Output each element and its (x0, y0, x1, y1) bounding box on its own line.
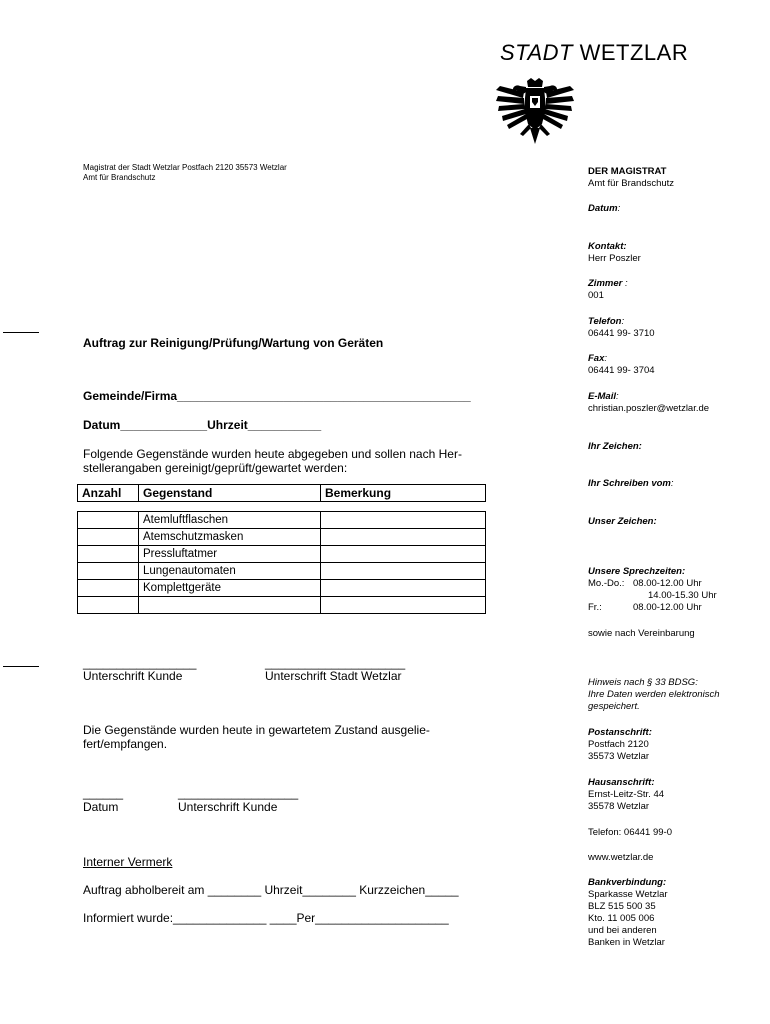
internal-note-heading: Interner Vermerk (83, 855, 173, 869)
datum-label-2: Datum (83, 800, 119, 814)
sig-customer-label: Unterschrift Kunde (83, 669, 183, 683)
gemeinde-field[interactable] (83, 389, 471, 403)
bank-line-3: Kto. 11 005 006 (588, 913, 655, 924)
datum-sidebar-label: Datum (588, 203, 618, 214)
fax-colon: : (604, 353, 608, 364)
post-line-2: 35573 Wetzlar (588, 751, 650, 762)
uhrzeit-blank: ___________ (247, 418, 322, 432)
coat-of-arms-icon (496, 78, 574, 148)
haus-line-2: 35578 Wetzlar (588, 801, 650, 812)
return-line-2: fert/empfangen. (83, 737, 168, 751)
fold-mark-bottom (3, 666, 39, 667)
vereinbarung-text: sowie nach Vereinbarung (588, 628, 695, 639)
ihr-zeichen-label: Ihr Zeichen: (588, 441, 642, 452)
bank-line-4: und bei anderen (588, 925, 657, 936)
sidebar-postanschrift (588, 727, 652, 763)
table-cell: Komplettgeräte (139, 580, 321, 597)
bank-line-1: Sparkasse Wetzlar (588, 889, 668, 900)
table-cell[interactable] (78, 529, 139, 546)
table-cell[interactable] (321, 529, 486, 546)
table-row (78, 512, 486, 529)
hours-day-3: Fr.: (588, 602, 602, 613)
telefon-colon: : (621, 316, 625, 327)
sig-line-customer-2[interactable]: __________________ (178, 786, 299, 800)
sidebar-datum (588, 203, 620, 215)
table-row (78, 546, 486, 563)
haus-line-1: Ernst-Leitz-Str. 44 (588, 789, 665, 800)
sig-line-customer[interactable]: _________________ (83, 656, 197, 670)
sidebar-telefon (588, 316, 655, 340)
return-line-1: Die Gegenstände wurden heute in gewartetem Zustand ausgelie- (83, 723, 430, 737)
table-cell[interactable] (78, 580, 139, 597)
sidebar-hausanschrift (588, 777, 664, 813)
kontakt-value: Herr Poszler (588, 253, 641, 264)
fax-label: Fax (588, 353, 605, 364)
zimmer-label: Zimmer (588, 278, 623, 289)
datum-line-2[interactable]: ______ (83, 786, 124, 800)
fax-value: 06441 99- 3704 (588, 365, 655, 376)
bdsg-line-2: Ihre Daten werden elektronisch (588, 689, 720, 700)
table-cell: Lungenautomaten (139, 563, 321, 580)
table-row (78, 597, 486, 614)
table-cell: Atemschutzmasken (139, 529, 321, 546)
table-row (78, 580, 486, 597)
sender-address (83, 163, 287, 183)
table-cell[interactable] (321, 546, 486, 563)
zimmer-value: 001 (588, 290, 604, 301)
sig-line-city[interactable]: _____________________ (265, 656, 406, 670)
table-cell[interactable] (78, 546, 139, 563)
table-cell[interactable] (78, 597, 139, 614)
bank-line-2: BLZ 515 500 35 (588, 901, 656, 912)
table-cell[interactable] (321, 512, 486, 529)
intro-line-2: stellerangaben gereinigt/geprüft/gewartet werden: (83, 461, 348, 475)
hours-day-1: Mo.-Do.: (588, 578, 625, 589)
telefon-main: Telefon: 06441 99-0 (588, 827, 672, 838)
sidebar-sprechzeiten (588, 566, 717, 614)
table-row (78, 529, 486, 546)
ihr-schreiben-colon: : (670, 478, 674, 489)
telefon-value: 06441 99- 3710 (588, 328, 655, 339)
email-value[interactable]: christian.poszler@wetzlar.de (588, 403, 710, 414)
gemeinde-blank: ____________________________________________ (177, 389, 471, 403)
table-cell[interactable] (78, 512, 139, 529)
city-brand (500, 40, 688, 66)
table-cell[interactable] (139, 597, 321, 614)
table-cell[interactable] (321, 597, 486, 614)
sidebar-fax (588, 353, 655, 377)
magistrat-heading: DER MAGISTRAT (588, 166, 667, 177)
pickup-line[interactable]: Auftrag abholbereit am ________ Uhrzeit________ Kurzzeichen_____ (83, 883, 459, 897)
sidebar-kontakt (588, 241, 641, 265)
table-cell: Pressluftatmer (139, 546, 321, 563)
sender-line-1: Magistrat der Stadt Wetzlar Postfach 2120 35573 Wetzlar (83, 163, 287, 172)
brand-prefix: STADT (500, 40, 573, 65)
sig-customer-label-2: Unterschrift Kunde (178, 800, 278, 814)
sidebar-email (588, 391, 709, 415)
bank-label: Bankverbindung: (588, 877, 667, 888)
intro-line-1: Folgende Gegenstände wurden heute abgegeben und sollen nach Her- (83, 447, 462, 461)
col-gegenstand: Gegenstand (139, 485, 321, 502)
items-table-header (77, 484, 486, 502)
sidebar-ihr-schreiben (588, 478, 674, 490)
unser-zeichen-label: Unser Zeichen: (588, 516, 657, 527)
ihr-schreiben-label: Ihr Schreiben vom (588, 478, 671, 489)
hours-time-2: 14.00-15.30 Uhr (648, 590, 717, 601)
form-title: Auftrag zur Reinigung/Prüfung/Wartung von Geräten (83, 336, 384, 350)
hours-time-3: 08.00-12.00 Uhr (633, 602, 702, 613)
post-label: Postanschrift: (588, 727, 652, 738)
uhrzeit-label: Uhrzeit (207, 418, 248, 432)
table-cell[interactable] (78, 563, 139, 580)
fold-mark-top (3, 332, 39, 333)
sidebar-bank (588, 877, 668, 949)
return-paragraph (83, 723, 430, 751)
bdsg-line-1: Hinweis nach § 33 BDSG: (588, 677, 698, 688)
intro-paragraph (83, 447, 503, 475)
col-bemerkung: Bemerkung (321, 485, 486, 502)
bank-line-5: Banken in Wetzlar (588, 937, 665, 948)
sender-line-2: Amt für Brandschutz (83, 173, 156, 182)
telefon-label: Telefon (588, 316, 622, 327)
haus-label: Hausanschrift: (588, 777, 655, 788)
sidebar-zimmer (588, 278, 628, 302)
table-cell: Atemluftflaschen (139, 512, 321, 529)
website-link[interactable]: www.wetzlar.de (588, 852, 654, 863)
datum-label: Datum (83, 418, 121, 432)
datum-blank: _____________ (120, 418, 208, 432)
gemeinde-label: Gemeinde/Firma (83, 389, 178, 403)
table-cell[interactable] (321, 580, 486, 597)
table-cell[interactable] (321, 563, 486, 580)
post-line-1: Postfach 2120 (588, 739, 649, 750)
sig-city-label: Unterschrift Stadt Wetzlar (265, 669, 402, 683)
brand-name: WETZLAR (579, 40, 689, 65)
zimmer-colon: : (622, 278, 628, 289)
sidebar-magistrat (588, 166, 674, 190)
items-table (77, 511, 486, 614)
hours-time-1: 08.00-12.00 Uhr (633, 578, 702, 589)
col-anzahl: Anzahl (78, 485, 139, 502)
datum-uhrzeit-field[interactable] (83, 418, 321, 432)
informed-line[interactable]: Informiert wurde:______________ ____Per____________________ (83, 911, 449, 925)
bdsg-notice (588, 677, 720, 713)
table-row (78, 563, 486, 580)
email-label: E-Mail (588, 391, 616, 402)
datum-colon: : (617, 203, 621, 214)
amt-name: Amt für Brandschutz (588, 178, 675, 189)
sprechzeiten-label: Unsere Sprechzeiten: (588, 566, 686, 577)
bdsg-line-3: gespeichert. (588, 701, 640, 712)
email-colon: : (615, 391, 619, 402)
kontakt-label: Kontakt: (588, 241, 627, 252)
hours-table (588, 578, 717, 614)
